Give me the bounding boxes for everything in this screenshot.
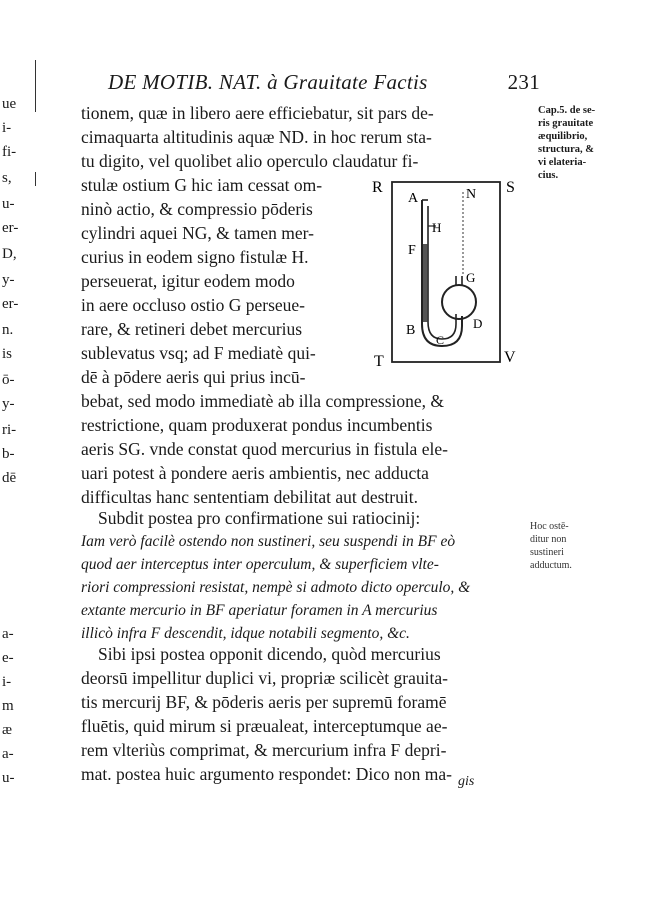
- page-number: 231: [507, 70, 540, 94]
- label-N: N: [466, 187, 477, 202]
- label-T: T: [374, 353, 384, 370]
- gutter-fragment: y-: [2, 396, 15, 412]
- text-line: curius in eodem signo fistulæ H.: [81, 247, 309, 267]
- gutter-fragment: b-: [2, 446, 15, 462]
- margin-note-faded: [530, 520, 652, 572]
- gutter-fragment: a-: [2, 746, 14, 762]
- text-line: tionem, quæ in libero aere efficiebatur, sit pars de-: [81, 103, 434, 123]
- text-line: ninò actio, & compressio pōderis: [81, 199, 313, 219]
- italic-quote-line: riori compressioni resistat, nempè si admoto dicto operculo, &: [81, 579, 471, 596]
- italic-quote-line: extante mercurio in BF aperiatur foramen in A mercurius: [81, 602, 438, 619]
- label-R: R: [372, 179, 383, 196]
- gutter-fragment: u-: [2, 196, 15, 212]
- text-line: fluētis, quid mirum si præualeat, interceptumque ae-: [81, 716, 448, 736]
- gutter-fragment: i-: [2, 120, 12, 136]
- gutter-fragment: s,: [2, 170, 12, 186]
- margin-note-line: Cap.5. de se-: [538, 105, 596, 116]
- margin-note-line: sustineri: [530, 547, 564, 558]
- margin-note-line: cius.: [538, 170, 559, 181]
- text-line: deorsū impellitur duplici vi, propriæ scilicèt grauita-: [81, 668, 448, 688]
- text-line: tu digito, vel quolibet alio operculo claudatur fi-: [81, 151, 419, 171]
- italic-quote-line: Iam verò facilè ostendo non sustineri, seu suspendi in BF eò: [81, 533, 456, 550]
- text-line: mat. postea huic argumento respondet: Dico non ma-: [81, 764, 452, 784]
- text-line: perseuerat, igitur eodem modo: [81, 271, 295, 291]
- gutter-rule-lower: [35, 172, 36, 186]
- label-V: V: [504, 349, 516, 366]
- text-line: rare, & retineri debet mercurius: [81, 319, 303, 339]
- margin-note-line: structura, &: [538, 144, 594, 155]
- glass-bulb: [442, 285, 476, 319]
- text-line: Subdit postea pro confirmatione sui ratiocinij:: [98, 508, 421, 528]
- label-S: S: [506, 179, 515, 196]
- text-line: sublevatus vsq; ad F mediatè qui-: [81, 343, 316, 363]
- margin-note-line: ditur non: [530, 534, 567, 545]
- label-B: B: [406, 323, 416, 338]
- gutter-rule: [35, 60, 36, 112]
- text-line: difficultas hanc sententiam debilitat aut destruit.: [81, 487, 418, 507]
- gutter-fragment: er-: [2, 220, 19, 236]
- gutter-fragment: er-: [2, 296, 19, 312]
- text-line: restrictione, quam produxerat pondus incumbentis: [81, 415, 433, 435]
- text-line: dē à pōdere aeris qui prius incū-: [81, 367, 306, 387]
- text-line: cylindri aquei NG, & tamen mer-: [81, 223, 314, 243]
- margin-note-line: ris grauitate: [538, 118, 594, 129]
- gutter-fragment: æ: [2, 722, 13, 738]
- gutter-fragment: n.: [2, 322, 14, 338]
- text-line: aeris SG. vnde constat quod mercurius in fistula ele-: [81, 439, 448, 459]
- gutter-fragment: e-: [2, 650, 14, 666]
- gutter-fragment: D,: [2, 246, 17, 262]
- text-line: uari potest à pondere aeris ambientis, nec adducta: [81, 463, 429, 483]
- gutter-fragment: is: [2, 346, 13, 362]
- label-G: G: [466, 270, 476, 285]
- label-F: F: [408, 243, 416, 258]
- label-H: H: [432, 220, 442, 235]
- text-line: rem vlteriùs comprimat, & mercurium infra F depri-: [81, 740, 447, 760]
- gutter-fragment: u-: [2, 770, 15, 786]
- barometer-figure: [370, 176, 520, 371]
- gutter-fragment: fi-: [2, 144, 17, 160]
- text-line: Sibi ipsi postea opponit dicendo, quòd mercurius: [98, 644, 441, 664]
- gutter-fragment: a-: [2, 626, 14, 642]
- italic-quote-line: illicò infra F descendit, idque notabili segmento, &c.: [81, 625, 410, 642]
- label-D: D: [473, 316, 483, 331]
- text-line: cimaquarta altitudinis aquæ ND. in hoc rerum sta-: [81, 127, 432, 147]
- label-A: A: [408, 191, 419, 206]
- mercury-column: [423, 244, 428, 322]
- italic-quote-line: quod aer interceptus inter operculum, & superficiem vlte-: [81, 556, 439, 573]
- catchword: gis: [458, 774, 475, 789]
- text-line: stulæ ostium G hic iam cessat om-: [81, 175, 323, 195]
- gutter-fragment: ue: [2, 96, 17, 112]
- gutter-fragment: y-: [2, 272, 15, 288]
- text-line: tis mercurij BF, & pōderis aeris per supremū foramē: [81, 692, 447, 712]
- margin-note-line: æquilibrio,: [538, 131, 588, 142]
- margin-note-line: adductum.: [530, 560, 572, 571]
- gutter-fragment: m: [2, 698, 14, 714]
- label-C: C: [436, 333, 445, 347]
- margin-note-line: vi elateria-: [538, 157, 587, 168]
- gutter-fragment: ō-: [2, 372, 15, 388]
- text-line: bebat, sed modo immediatè ab illa compressione, &: [81, 391, 445, 411]
- gutter-fragment: ri-: [2, 422, 17, 438]
- gutter-fragment: i-: [2, 674, 12, 690]
- running-header: [108, 70, 540, 98]
- text-line: in aere occluso ostio G perseue-: [81, 295, 306, 315]
- gutter-fragment: dē: [2, 470, 17, 486]
- running-title: DE MOTIB. NAT. à Grauitate Factis: [108, 70, 428, 94]
- margin-note-chapter-ref: [538, 104, 650, 182]
- margin-note-line: Hoc ostē-: [530, 521, 569, 532]
